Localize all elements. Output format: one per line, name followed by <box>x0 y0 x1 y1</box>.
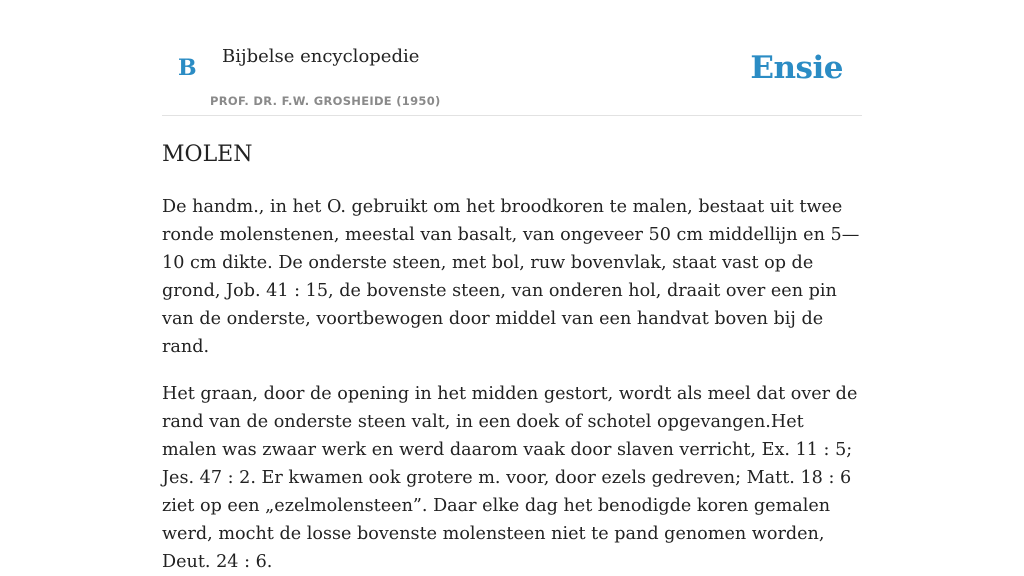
book-logo-icon[interactable]: B <box>178 55 197 81</box>
entry-paragraph-2: Het graan, door de opening in het midden gestort, wordt als meel dat over de rand van de onderste steen valt, in een doek of schotel opgevangen.Het malen was zwaar werk en werd daarom vaak door slaven verricht, Ex. 11 : 5; Jes. 47 : 2. Er kwamen ook grotere m. voor, door ezels gedreven; Matt. 18 : 6 ziet op een „ezelmolensteen”. Daar elke dag het benodigde koren gemalen werd, mocht de losse bovenste molensteen niet te pand genomen worden, Deut. 24 : 6. <box>162 384 858 572</box>
book-title[interactable]: Bijbelse encyclopedie <box>222 46 420 67</box>
brand-logo[interactable]: Ensie <box>750 50 843 86</box>
header <box>162 0 862 116</box>
page <box>162 0 862 576</box>
author-line: PROF. DR. F.W. GROSHEIDE (1950) <box>210 94 441 108</box>
entry-title: MOLEN <box>162 142 253 167</box>
entry-paragraph-1: De handm., in het O. gebruikt om het broodkoren te malen, bestaat uit twee ronde molenstenen, meestal van basalt, van ongeveer 50 cm middellijn en 5—10 cm dikte. De onderste steen, met bol, ruw bovenvlak, staat vast op de grond, Job. 41 : 15, de bovenste steen, van onderen hol, draait over een pin van de onderste, voortbewogen door middel van een handvat boven bij de rand. <box>162 197 860 357</box>
